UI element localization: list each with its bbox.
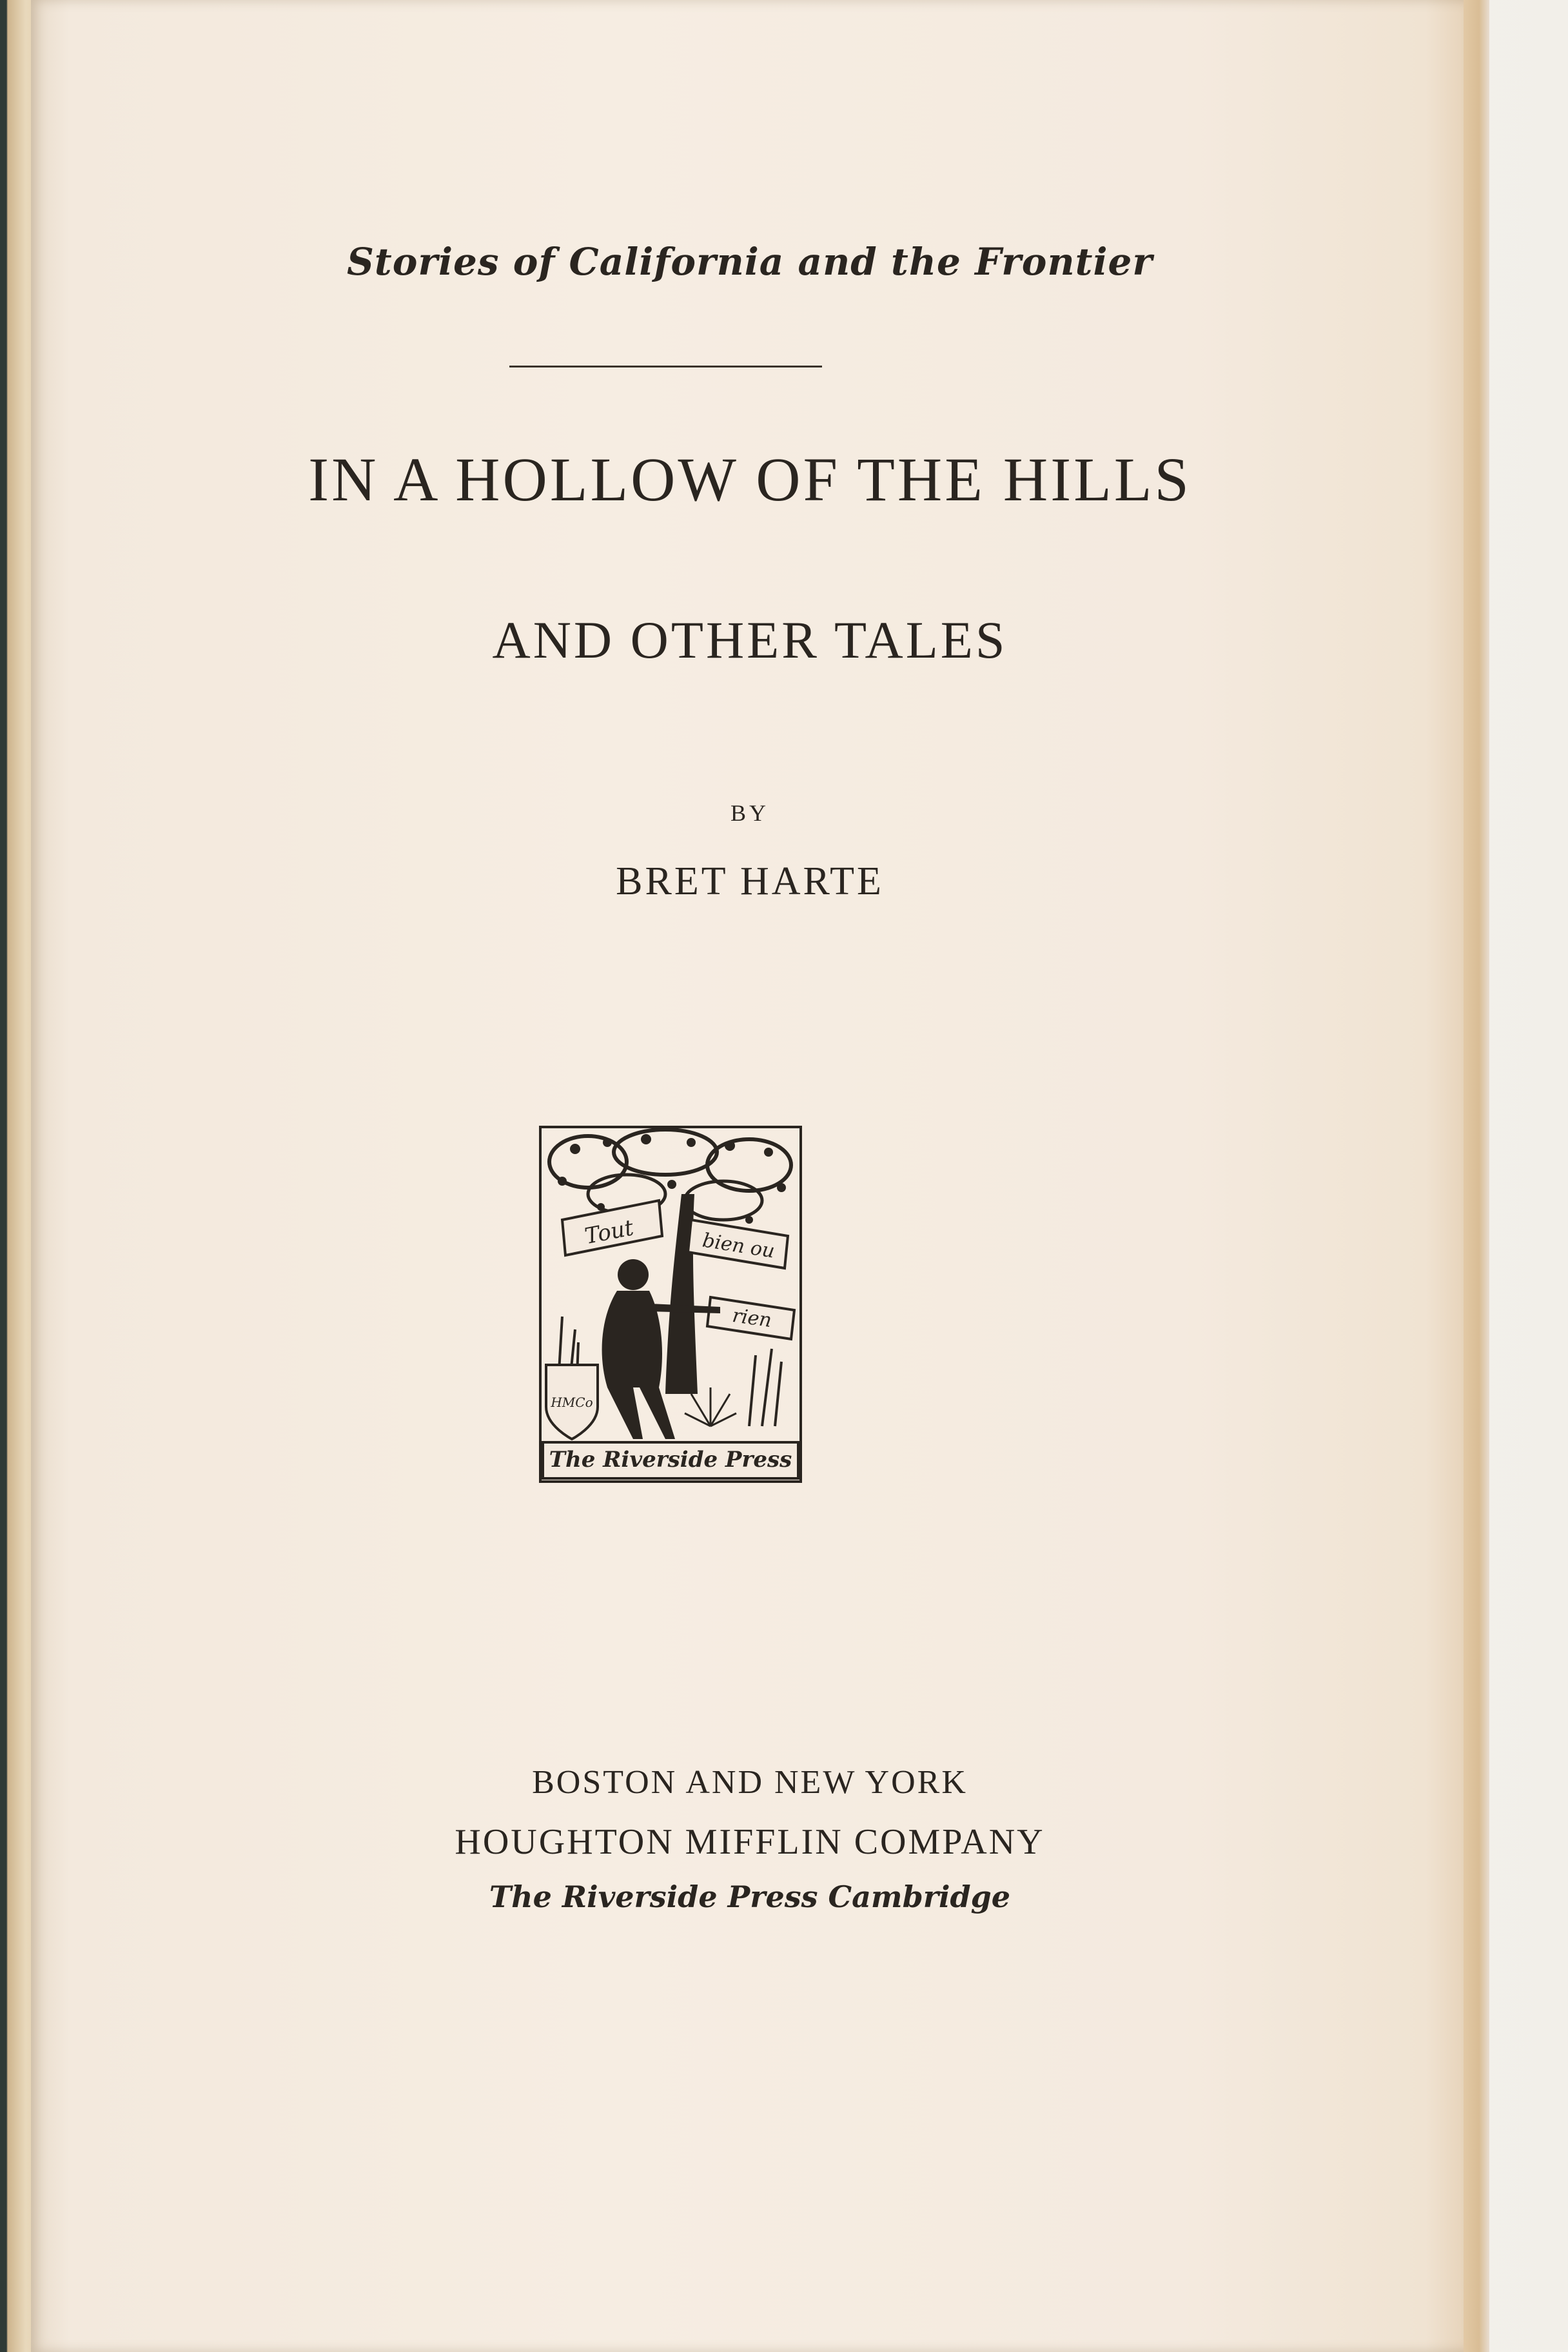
motto-right-text: bien ou <box>701 1229 776 1263</box>
motto-bottom-text: rien <box>730 1304 773 1333</box>
monogram-text: HMCo <box>551 1395 593 1410</box>
press-banner-text: The Riverside Press <box>549 1447 792 1473</box>
book-subtitle: AND OTHER TALES <box>492 611 1008 669</box>
title-rule <box>509 366 822 368</box>
motto-left-text: Tout <box>582 1215 636 1250</box>
page-edge <box>1464 0 1489 2352</box>
imprint-publisher: HOUGHTON MIFFLIN COMPANY <box>455 1822 1045 1862</box>
tree-foliage-icon <box>549 1130 791 1224</box>
book-title: IN A HOLLOW OF THE HILLS <box>308 445 1191 514</box>
author-name: BRET HARTE <box>616 859 884 903</box>
series-title: Stories of California and the Frontier <box>347 240 1153 284</box>
imprint-press: The Riverside Press Cambridge <box>489 1879 1011 1914</box>
imprint-place: BOSTON AND NEW YORK <box>532 1764 968 1801</box>
riverside-press-device <box>536 1123 805 1485</box>
by-label: BY <box>730 800 769 826</box>
